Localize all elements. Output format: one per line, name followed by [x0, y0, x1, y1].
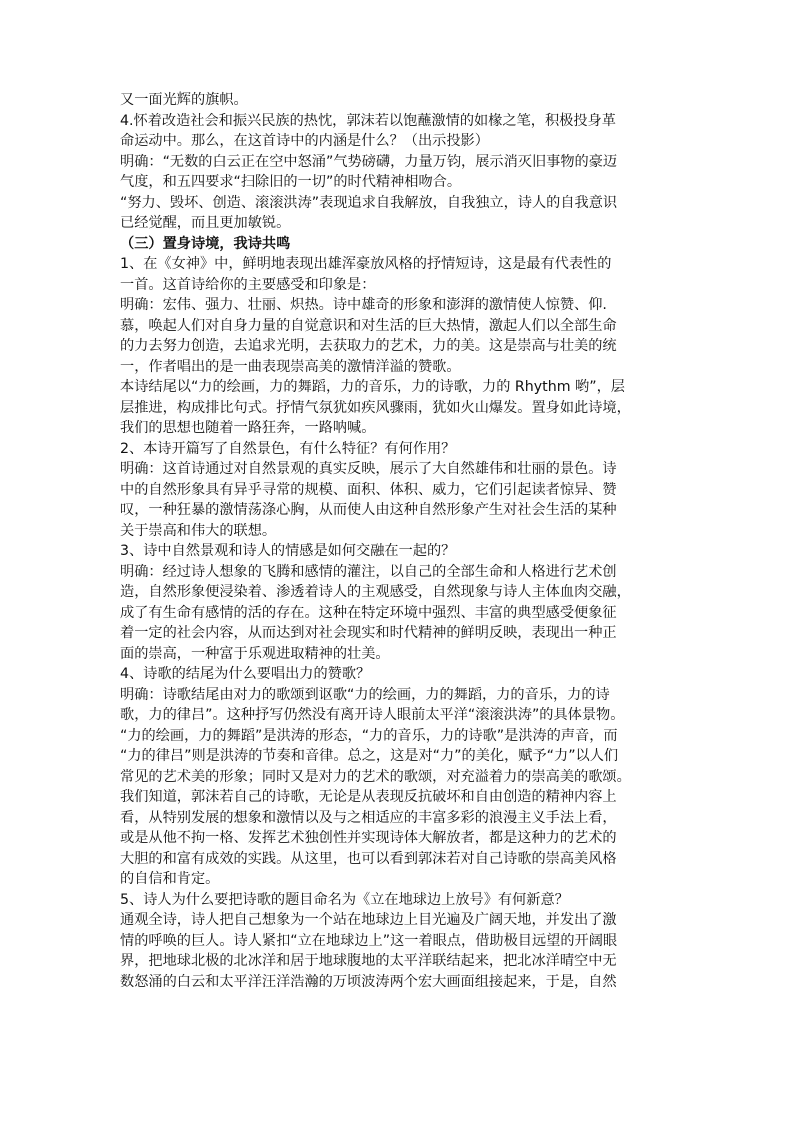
text-line: “力的律吕”则是洪涛的节奏和音律。总之，这是对“力”的美化，赋予“力”以人们: [120, 748, 619, 764]
text-line: 层推进，构成排比句式。抒情气氛犹如疾风骤雨，犹如火山爆发。置身如此诗境，: [120, 399, 631, 416]
text-line: 数怒涌的白云和太平洋汪洋浩瀚的万顷波涛两个宏大画面组接起来，于是，自然: [120, 973, 617, 990]
text-line: 造，自然形象便浸染着、渗透着诗人的主观感受，自然现象与诗人主体血肉交融，: [120, 584, 631, 600]
text-line: 2、本诗开篇写了自然景色，有什么特征？有何作用？: [120, 440, 456, 457]
text-line: 本诗结尾以“力的绘画，力的舞蹈，力的音乐，力的诗歌，力的 Rhythm 哟”，层: [120, 379, 625, 395]
text-line: 已经觉醒，而且更加敏锐。: [120, 215, 291, 231]
text-line: 3、诗中自然景观和诗人的情感是如何交融在一起的？: [120, 543, 456, 559]
text-line: “努力、毁坏、创造、滚滚洪涛”表现追求自我解放，自我独立，诗人的自我意识: [120, 194, 618, 211]
text-line: 4、诗歌的结尾为什么要唱出力的赞歌？: [120, 666, 371, 682]
text-line: 我们的思想也随着一路狂奔，一路呐喊。: [120, 420, 376, 436]
text-line: 5、诗人为什么要把诗歌的题目命名为《立在地球边上放号》有何新意？: [120, 891, 569, 908]
text-line: 一，作者唱出的是一曲表现崇高美的激情洋溢的赞歌。: [120, 358, 461, 375]
text-line: 气度，和五四要求“扫除旧的一切”的时代精神相吻合。: [120, 174, 462, 190]
text-line: 明确：“无数的白云正在空中怒涌”气势磅礴，力量万钧，展示消灭旧事物的豪迈: [120, 153, 618, 170]
text-line: 又一面光辉的旗帜。: [120, 92, 248, 108]
text-line: 命运动中。那么，在这首诗中的内涵是什么？（出示投影）: [120, 133, 489, 149]
text-line: 或是从他不拘一格、发挥艺术独创性并实现诗体大解放者，都是这种力的艺术的: [120, 830, 617, 846]
text-line: 1、在《女神》中，鲜明地表现出雄浑豪放风格的抒情短诗，这是最有代表性的: [120, 256, 612, 272]
text-line: 常见的艺术美的形象；同时又是对力的艺术的歌颂，对充溢着力的崇高美的歌颂。: [120, 768, 631, 785]
text-line: 情的呼唤的巨人。诗人紧扣“立在地球边上”这一着眼点，借助极目远望的开阔眼: [120, 932, 618, 949]
text-line: 关于崇高和伟大的联想。: [120, 522, 277, 539]
text-line: 叹，一种狂暴的激情荡涤心胸，从而使人由这种自然形象产生对社会生活的某种: [120, 502, 617, 518]
text-line: 明确：诗歌结尾由对力的歌颂到讴歌“力的绘画，力的舞蹈，力的音乐，力的诗: [120, 686, 610, 703]
text-line: 面的崇高，一种富于乐观进取精神的壮美。: [120, 645, 390, 662]
text-line: 大胆的和富有成效的实践。从这里，也可以看到郭沫若对自己诗歌的崇高美风格: [120, 850, 617, 867]
text-line: 明确：这首诗通过对自然景观的真实反映，展示了大自然雄伟和壮丽的景色。诗: [120, 461, 617, 477]
text-line: 成了有生命有感情的活的存在。这种在特定环境中强烈、丰富的典型感受便象征: [120, 604, 617, 621]
text-line: 界，把地球北极的北冰洋和居于地球腹地的太平洋联结起来，把北冰洋晴空中无: [120, 953, 617, 969]
text-line: 通观全诗，诗人把自己想象为一个站在地球边上目光遍及广阔天地，并发出了激: [120, 912, 617, 928]
text-line: 慕，唤起人们对自身力量的自觉意识和对生活的巨大热情，激起人们以全部生命: [120, 317, 617, 334]
text-line: 的力去努力创造，去追求光明，去获取力的艺术，力的美。这是崇高与壮美的统: [120, 338, 617, 354]
text-line: “力的绘画，力的舞蹈”是洪涛的形态，“力的音乐，力的诗歌”是洪涛的声音，而: [120, 727, 618, 744]
text-line: 的自信和肯定。: [120, 871, 220, 887]
text-line: 着一定的社会内容，从而达到对社会现实和时代精神的鲜明反映，表现出一种正: [120, 625, 617, 641]
text-line: 看，从特别发展的想象和激情以及与之相适应的丰富多彩的浪漫主义手法上看，: [120, 809, 617, 826]
text-line: 明确：宏伟、强力、壮丽、炽热。诗中雄奇的形象和澎湃的激情使人惊赞、仰.: [120, 297, 607, 313]
text-line: 中的自然形象具有异乎寻常的规模、面积、体积、威力，它们引起读者惊异、赞: [120, 481, 617, 498]
text-line: 一首。这首诗给你的主要感受和印象是：: [120, 276, 376, 293]
document-page: [120, 90, 680, 992]
section-heading: （三）置身诗境，我诗共鸣: [120, 235, 291, 252]
text-line: 我们知道，郭沫若自己的诗歌，无论是从表现反抗破坏和自由创造的精神内容上: [120, 789, 617, 805]
text-line: 歌，力的律吕”。这种抒写仍然没有离开诗人眼前太平洋“滚滚洪涛”的具体景物。: [120, 707, 625, 723]
text-line: 明确：经过诗人想象的飞腾和感情的灌注，以自己的全部生命和人格进行艺术创: [120, 563, 617, 580]
text-line: 4.怀着改造社会和振兴民族的热忱，郭沫若以饱蘸激情的如椽之笔，积极投身革: [120, 112, 616, 129]
